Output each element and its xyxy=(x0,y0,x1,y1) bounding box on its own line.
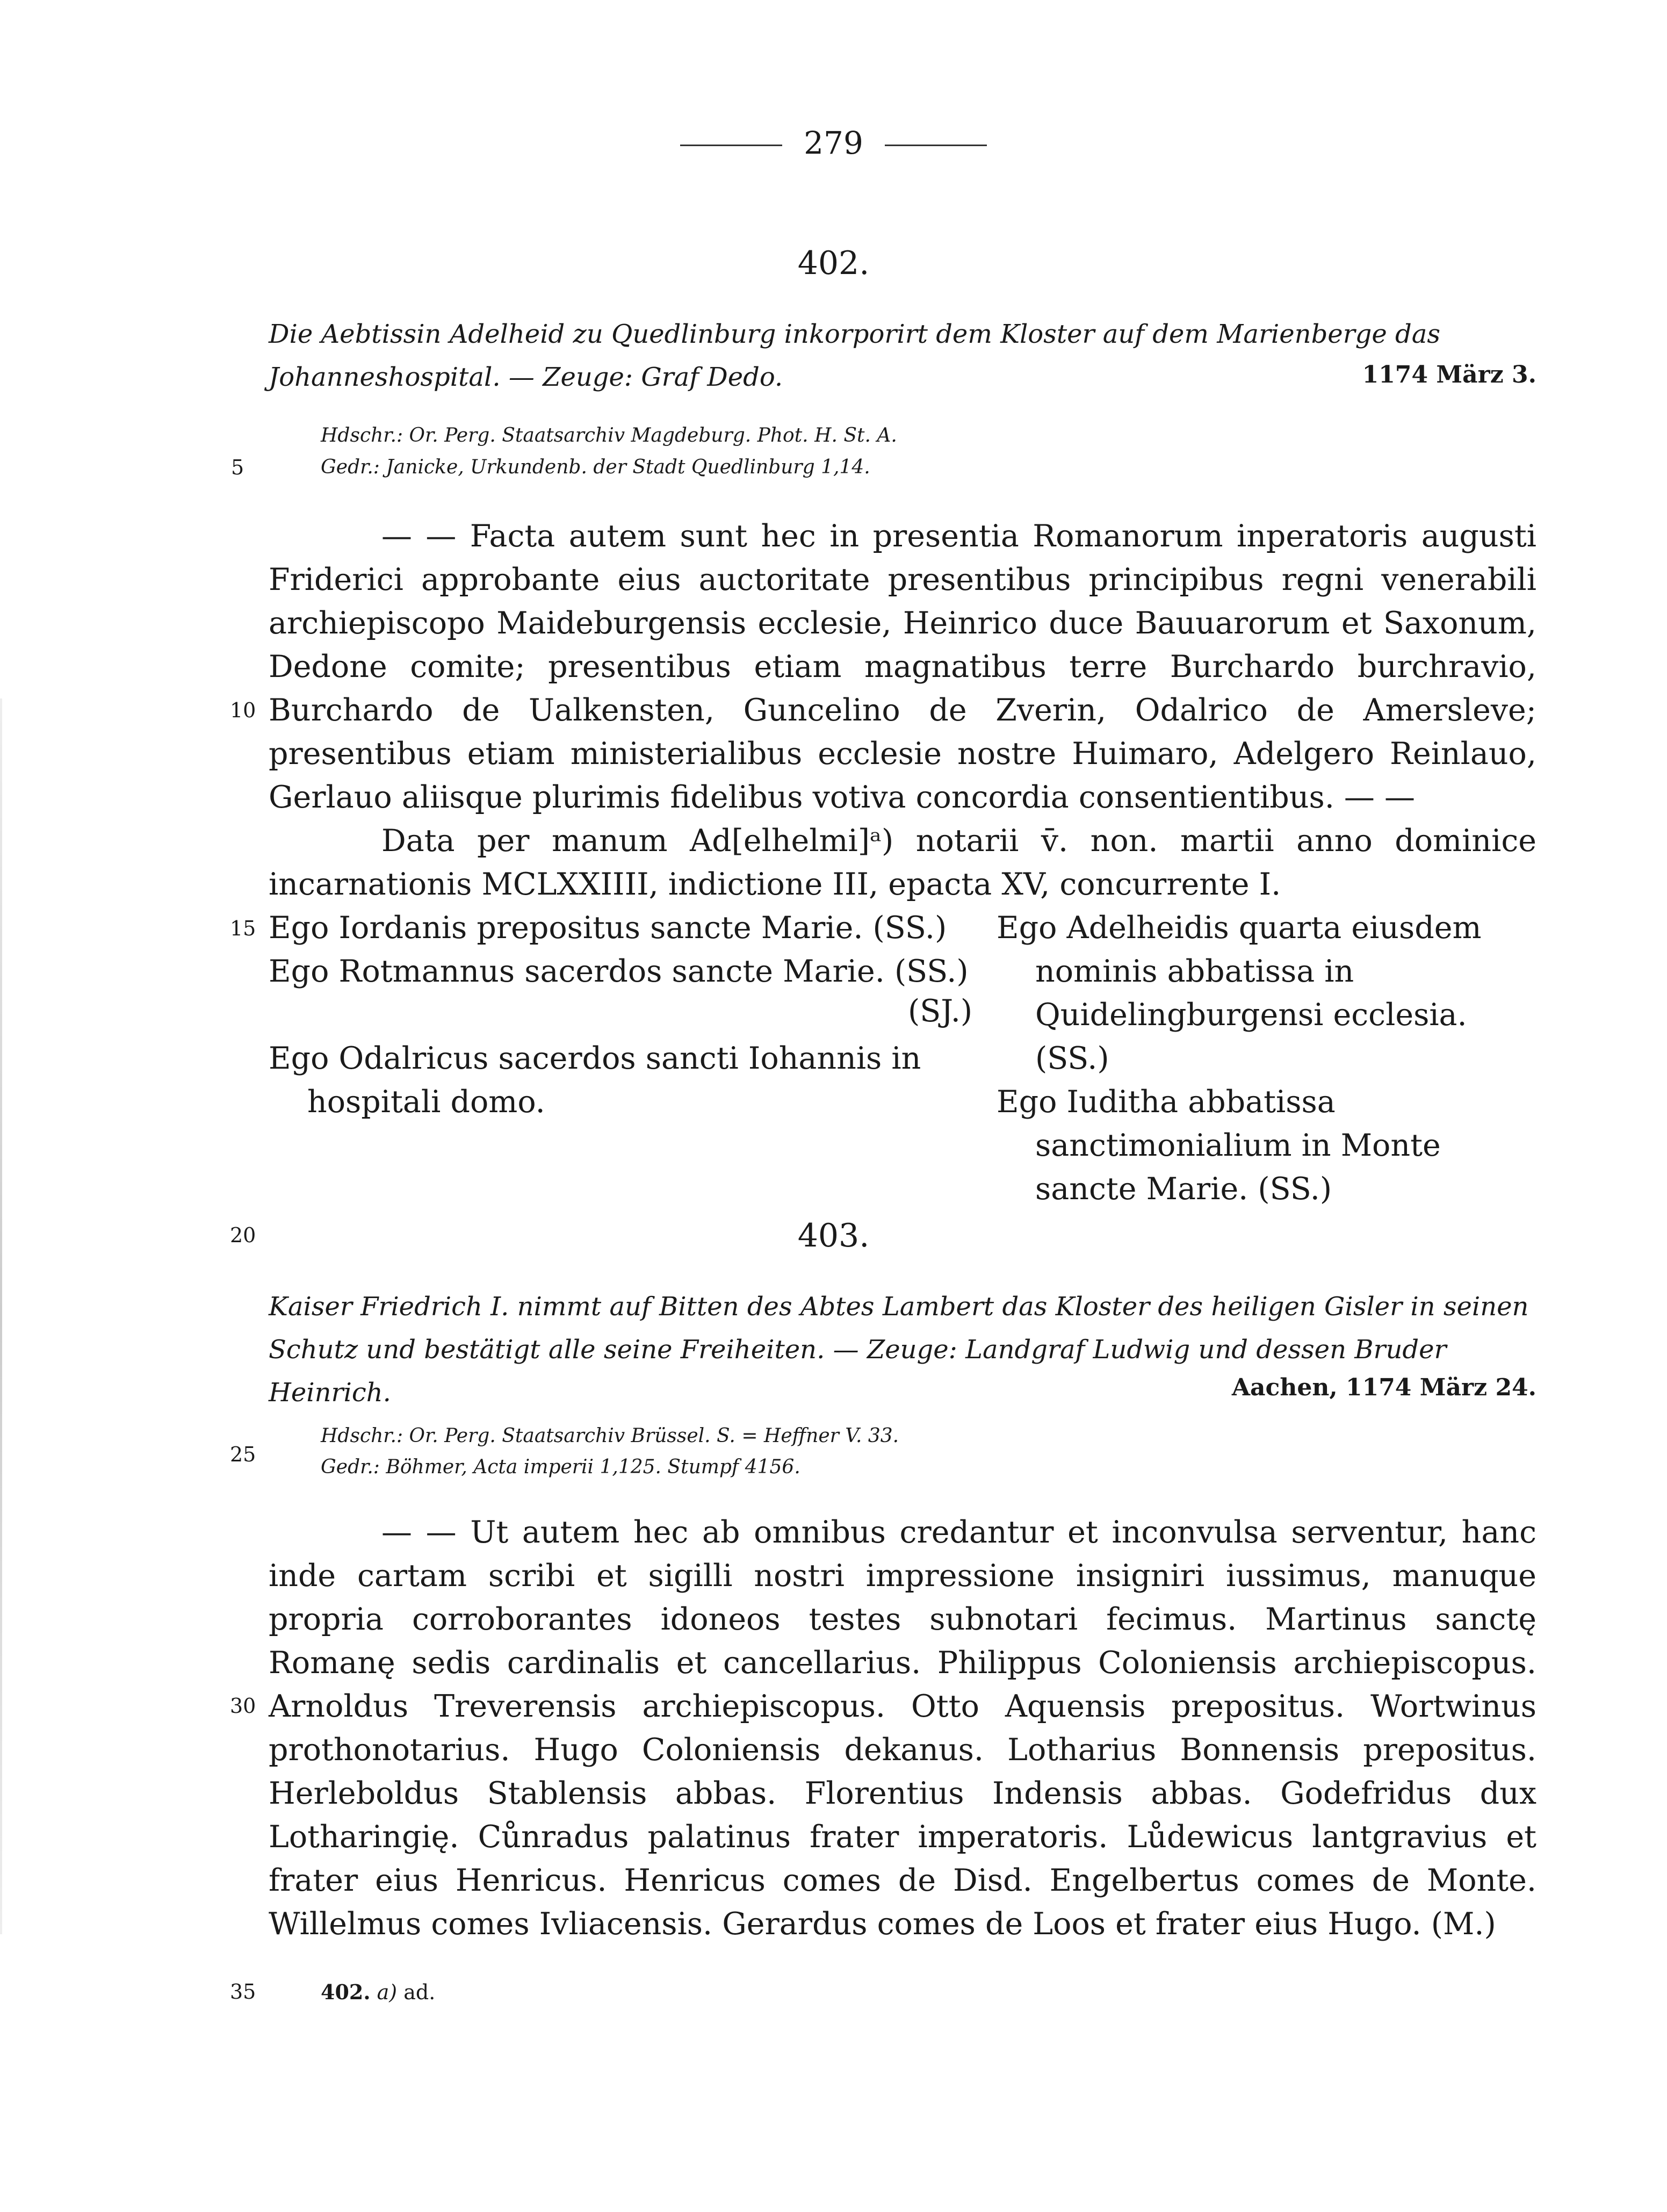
text-body-402 xyxy=(269,515,1536,906)
line-number-20: 20 xyxy=(230,1223,256,1247)
line-number-15: 15 xyxy=(230,917,256,940)
source-manuscript-403: Hdschr.: Or. Perg. Staatsarchiv Brüssel. S. = Heffner V. 33. xyxy=(321,1425,899,1447)
footnote-ref: 402. xyxy=(321,1980,371,2004)
document-number-402: 402. xyxy=(797,244,870,282)
line-number-35: 35 xyxy=(230,1980,256,2004)
paragraph-ut-autem: — — Ut autem hec ab omnibus credantur et inconvulsa serventur, hanc inde cartam scribi et sigilli nostri impressione insigniri iussimus, manuque propria corroborantes idoneos testes subnotari fecimus. Martinus sanctę Romanę sedis cardinalis et cancellarius. Philippus Coloniensis archiepiscopus. Arnoldus Treverensis archiepiscopus. Otto Aquensis prepositus. Wortwinus prothonotarius. Hugo Coloniensis dekanus. Lotharius Bonnensis prepositus. Herleboldus Stablensis abbas. Florentius Indensis abbas. Godefridus dux Lotharingię. Cůnradus palatinus frater imperatoris. Lůdewicus lantgravius et frater eius Henricus. Henricus comes de Disd. Engelbertus comes de Monte. Willelmus comes Ivliacensis. Gerardus comes de Loos et frater eius Hugo. (M.) xyxy=(269,1515,1536,1942)
scan-margin-shadow xyxy=(0,698,2,1934)
footnote-mark: a) xyxy=(377,1980,398,2004)
line-number-10: 10 xyxy=(230,698,256,722)
signatures-left xyxy=(269,906,972,1124)
signature-adelheidis: Ego Adelheidis quarta eiusdem nominis abbatissa in Quidelingburgensi ecclesia. (SS.) xyxy=(997,910,1482,1076)
signature-iuditha: Ego Iuditha abbatissa sanctimonialium in Monte sancte Marie. (SS.) xyxy=(997,1084,1441,1207)
document-number-403: 403. xyxy=(797,1217,870,1255)
signature-iordanis: Ego Iordanis prepositus sancte Marie. (SS.) xyxy=(269,910,947,946)
regest-403: Kaiser Friedrich I. nimmt auf Bitten des Abtes Lambert das Kloster des heiligen Gisler in seinen Schutz und bestätigt alle seine Freiheiten. — Zeuge: Landgraf Ludwig und dessen Bruder Heinrich. xyxy=(269,1292,1529,1408)
signature-mark-sj: (SJ.) xyxy=(908,993,973,1029)
line-number-5: 5 xyxy=(231,456,244,479)
paragraph-data: Data per manum Ad[elhelmi]ᵃ) notarii v̄. non. martii anno dominice incarnationis MCLXXIIII, indictione III, epacta XV, concurrente I. xyxy=(269,823,1536,902)
date-403: Aachen, 1174 März 24. xyxy=(1231,1374,1536,1401)
source-print-402: Gedr.: Janicke, Urkundenb. der Stadt Quedlinburg 1,14. xyxy=(321,456,870,478)
signature-rotmannus: Ego Rotmannus sacerdos sancte Marie. (SS.) xyxy=(269,954,969,989)
line-number-30: 30 xyxy=(230,1694,256,1718)
footnote-text: ad. xyxy=(403,1980,436,2004)
page-number: 279 xyxy=(0,125,1667,161)
paragraph-facta: — — Facta autem sunt hec in presentia Romanorum inperatoris augusti Friderici approbante eius auctoritate presentibus principibus regni venerabili archiepiscopo Maideburgensis ecclesie, Heinrico duce Bauuarorum et Saxonum, Dedone comite; presentibus etiam magnatibus terre Burchardo burchravio, Burchardo de Ualkensten, Guncelino de Zverin, Odalrico de Amersleve; presentibus etiam ministerialibus ecclesie nostre Huimaro, Adelgero Reinlauo, Gerlauo aliisque plurimis fidelibus votiva concordia consentientibus. — — xyxy=(269,518,1536,815)
date-402: 1174 März 3. xyxy=(1362,361,1536,388)
text-body-403 xyxy=(269,1511,1536,1946)
footnote xyxy=(321,1980,435,2004)
regest-402: Die Aebtissin Adelheid zu Quedlinburg inkorporirt dem Kloster auf dem Marienberge das Johanneshospital. — Zeuge: Graf Dedo. xyxy=(269,319,1441,392)
source-print-403: Gedr.: Böhmer, Acta imperii 1,125. Stumpf 4156. xyxy=(321,1456,800,1478)
source-manuscript-402: Hdschr.: Or. Perg. Staatsarchiv Magdeburg. Phot. H. St. A. xyxy=(321,424,897,446)
signatures-right xyxy=(997,906,1539,1211)
signature-odalricus: Ego Odalricus sacerdos sancti Iohannis in hospitali domo. xyxy=(269,1041,921,1120)
line-number-25: 25 xyxy=(230,1443,256,1466)
